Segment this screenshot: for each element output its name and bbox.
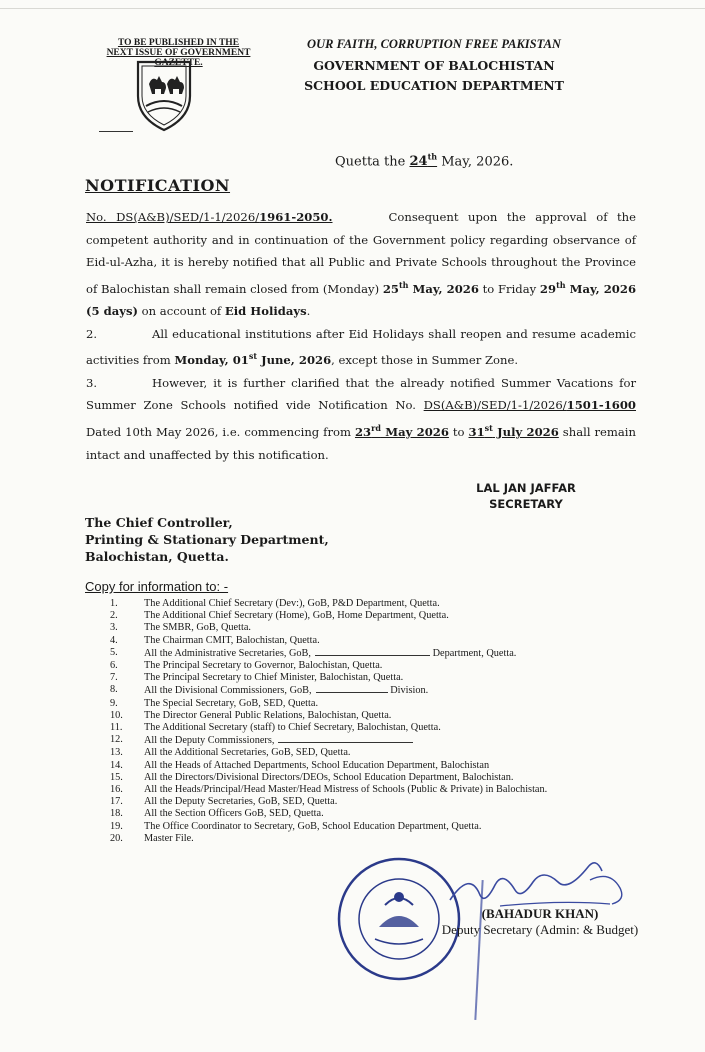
list-item-number: 7. (110, 672, 118, 684)
list-item-text: The Office Coordinator to Secretary, GoB, School Education Department, Quetta. (144, 820, 482, 832)
list-item-text: All the Deputy Secretaries, GoB, SED, Quetta. (144, 796, 338, 808)
scan-top-edge (0, 8, 705, 9)
secretary-designation: SECRETARY (489, 497, 563, 511)
list-item (110, 610, 645, 622)
list-item-text: The SMBR, GoB, Quetta. (144, 622, 251, 634)
list-item-number: 14. (110, 759, 123, 771)
list-item-text: All the Heads of Attached Departments, School Education Department, Balochistan (144, 759, 490, 771)
list-item-text: The Principal Secretary to Governor, Balochistan, Quetta. (144, 660, 383, 672)
list-item-number: 5. (110, 646, 118, 658)
list-item-text: All the Divisional Commissioners, GoB, Division. (144, 685, 429, 697)
deputy-name: (BAHADUR KHAN) (481, 906, 599, 921)
dateline: Quetta the 24th May, 2026. (335, 152, 514, 170)
list-item-number: 3. (110, 622, 118, 634)
deputy-designation: Deputy Secretary (Admin: & Budget) (441, 922, 639, 937)
list-item-number: 13. (110, 747, 123, 759)
list-item-text: The Principal Secretary to Chief Minister, Balochistan, Quetta. (144, 672, 404, 684)
list-item-text: The Director General Public Relations, Balochistan, Quetta. (144, 709, 392, 721)
list-item (110, 833, 645, 845)
list-item-number: 18. (110, 808, 123, 820)
list-item-text: The Additional Chief Secretary (Home), GoB, Home Department, Quetta. (144, 610, 449, 622)
list-item-number: 2. (110, 610, 118, 622)
list-item-text: All the Section Officers GoB, SED, Quetta. (144, 808, 324, 820)
list-item (110, 622, 645, 634)
list-item (110, 722, 645, 734)
balochistan-emblem-icon (124, 54, 204, 134)
list-item (110, 808, 645, 820)
list-item-text: The Additional Secretary (staff) to Chief Secretary, Balochistan, Quetta. (144, 722, 441, 734)
list-item (110, 672, 645, 684)
list-item (110, 698, 645, 710)
list-item-number: 17. (110, 796, 123, 808)
list-item-number: 1. (110, 598, 118, 609)
deputy-signature-block (440, 906, 640, 938)
date-day: 24th (409, 152, 438, 170)
list-item (110, 747, 645, 759)
list-item (110, 772, 645, 784)
list-item (110, 760, 645, 772)
copy-heading: Copy for information to: - (85, 579, 229, 594)
list-item-number: 20. (110, 832, 123, 844)
list-item-text: All the Heads/Principal/Head Master/Head Mistress of Schools (Public & Private) in Balochistan. (144, 784, 548, 796)
list-item-number: 9. (110, 697, 118, 709)
list-item (110, 598, 645, 610)
list-item-number: 6. (110, 660, 118, 672)
list-item-text: All the Additional Secretaries, GoB, SED, Quetta. (144, 747, 351, 759)
list-item-number: 8. (110, 684, 118, 696)
gazette-note: TO BE PUBLISHED IN THE NEXT ISSUE OF GOVERNMENT GAZETTE. (106, 38, 251, 68)
department-title: SCHOOL EDUCATION DEPARTMENT (304, 78, 564, 93)
paragraph-1: No. DS(A&B)/SED/1-1/2026/1961-2050. Consequent upon the approval of the competent authority and in continuation of the Government policy regarding observance of Eid-ul-Azha, it is hereby notified that all Public and Private Schools throughout the Province of Balochistan shall remain closed from (Monday) 25th May, 2026 to Friday 29th May, 2026 (5 days) on account of Eid Holidays. (86, 210, 637, 319)
list-item-text: All the Deputy Commissioners, (144, 734, 645, 747)
list-item-text: Master File. (144, 832, 194, 844)
list-item-text: All the Administrative Secretaries, GoB, Department, Quetta. (144, 647, 517, 659)
notification-number: No. DS(A&B)/SED/1-1/2026/1961-2050. (86, 210, 333, 224)
fill-in-blank (315, 647, 430, 656)
emblem-underline (99, 131, 133, 132)
list-item (110, 821, 645, 833)
secretary-name: LAL JAN JAFFAR (476, 481, 576, 495)
list-item (110, 784, 645, 796)
government-title: GOVERNMENT OF BALOCHISTAN (313, 58, 555, 73)
list-item-text: The Additional Chief Secretary (Dev:), GoB, P&D Department, Quetta. (144, 598, 440, 609)
list-item (110, 710, 645, 722)
list-item-text: The Chairman CMIT, Balochistan, Quetta. (144, 634, 320, 646)
paragraph-2: 2. All educational institutions after Eid Holidays shall reopen and resume academic activities from Monday, 01st June, 2026, except those in Summer Zone. (86, 326, 636, 368)
secretary-signature-block (446, 480, 606, 512)
copy-list (110, 598, 645, 845)
list-item-number: 12. (110, 734, 123, 746)
list-item-number: 11. (110, 722, 123, 734)
list-item (110, 734, 645, 747)
list-item (110, 647, 645, 660)
notification-body (86, 206, 636, 466)
list-item (110, 796, 645, 808)
list-item-number: 4. (110, 634, 118, 646)
motto: OUR FAITH, CORRUPTION FREE PAKISTAN (307, 37, 561, 51)
list-item (110, 660, 645, 672)
list-item-number: 19. (110, 820, 123, 832)
list-item-number: 10. (110, 709, 123, 721)
notification-title: NOTIFICATION (85, 176, 231, 195)
list-item-text: The Special Secretary, GoB, SED, Quetta. (144, 697, 319, 709)
list-item-text: All the Directors/Divisional Directors/DEOs, School Education Department, Balochistan. (144, 771, 514, 783)
list-item (110, 635, 645, 647)
list-item-number: 15. (110, 771, 123, 783)
fill-in-blank (316, 684, 388, 693)
addressee-block: The Chief Controller, Printing & Stationary Department, Balochistan, Quetta. (85, 515, 329, 564)
list-item (110, 684, 645, 697)
paragraph-3: 3. However, it is further clarified that the already notified Summer Vacations for Summer Zone Schools notified vide Notification No. DS(A&B)/SED/1-1/2026/1501-1600 Dated 10th May 2026, i.e. commencing from 23rd May 2026 to 31st July 2026 shall remain intact and unaffected by this notification. (86, 375, 636, 462)
list-item-number: 16. (110, 784, 123, 796)
fill-in-blank (278, 734, 413, 743)
